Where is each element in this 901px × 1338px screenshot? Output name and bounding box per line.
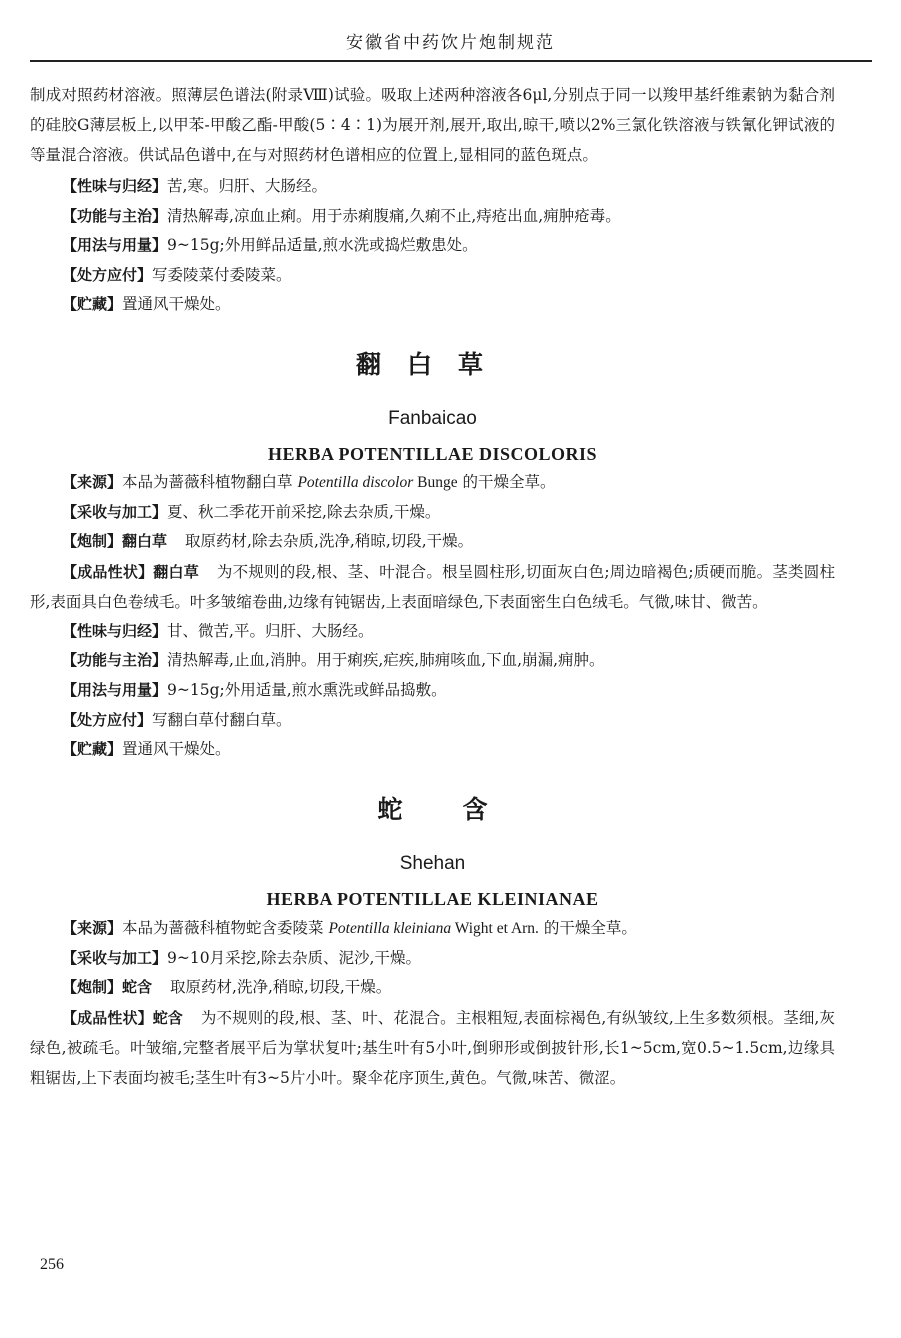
intro-item-dosage: 【用法与用量】9~15g;外用鲜品适量,煎水洗或捣烂敷患处。 xyxy=(62,236,478,255)
section-pinyin: Fanbaicao xyxy=(388,407,477,429)
section-latin-name: HERBA POTENTILLAE DISCOLORIS xyxy=(267,443,598,464)
header-rule xyxy=(30,60,872,62)
section-title: 蛇含 xyxy=(377,794,548,824)
intro-item-prescription: 【处方应付】写委陵菜付委陵菜。 xyxy=(62,265,292,284)
item-prescription: 【处方应付】写翻白草付翻白草。 xyxy=(62,710,292,729)
page-number: 256 xyxy=(40,1256,64,1273)
item-dosage: 【用法与用量】9~15g;外用适量,煎水熏洗或鲜品捣敷。 xyxy=(62,680,447,699)
item-function: 【功能与主治】清热解毒,止血,消肿。用于痢疾,疟疾,肺痈咳血,下血,崩漏,痈肿。 xyxy=(62,651,605,670)
section-shehan xyxy=(30,791,835,1093)
intro-item-nature: 【性味与归经】苦,寒。归肝、大肠经。 xyxy=(62,177,327,195)
item-description: 【成品性状】蛇含 为不规则的段,根、茎、叶、花混合。主根粗短,表面棕褐色,有纵皱纹,上生多数须根。茎细,灰绿色,被疏毛。叶皱缩,完整者展平后为掌状复叶;基生叶有5小叶,倒卵形或倒披针形,长1~5cm,宽0.5~1.5cm,边缘具粗锯齿,上下表面均被毛;茎生叶有3~5片小叶。聚伞花序顶生,黄色。气微,味苦、微涩。 xyxy=(30,1008,835,1087)
intro-items xyxy=(30,172,835,320)
section-pinyin: Shehan xyxy=(399,852,466,874)
intro-paragraph: 制成对照药材溶液。照薄层色谱法(附录Ⅷ)试验。吸取上述两种溶液各6μl,分别点于同一以羧甲基纤维素钠为黏合剂的硅胶G薄层板上,以甲苯-甲酸乙酯-甲酸(5∶4∶1)为展开剂,展开,取出,晾干,喷以2%三氯化铁溶液与铁氰化钾试液的等量混合溶液。供试品色谱中,在与对照药材色谱相应的位置上,显相同的蓝色斑点。 xyxy=(30,86,835,164)
item-description: 【成品性状】翻白草 为不规则的段,根、茎、叶混合。根呈圆柱形,切面灰白色;周边暗褐色;质硬而脆。茎类圆柱形,表面具白色卷绒毛。叶多皱缩卷曲,边缘有钝锯齿,上表面暗绿色,下表面密生白色绒毛。气微,味甘、微苦。 xyxy=(30,562,835,611)
section-fanbaicao xyxy=(30,346,835,765)
running-header: 安徽省中药饮片炮制规范 xyxy=(346,33,555,53)
section-latin-name: HERBA POTENTILLAE KLEINIANAE xyxy=(266,888,599,909)
item-source: 【来源】本品为蔷薇科植物翻白草 Potentilla discolor Bunge 的干燥全草。 xyxy=(62,472,556,491)
intro-item-function: 【功能与主治】清热解毒,凉血止痢。用于赤痢腹痛,久痢不止,痔疮出血,痈肿疮毒。 xyxy=(62,206,621,225)
section-title: 翻白草 xyxy=(355,349,509,379)
item-storage: 【贮藏】置通风干燥处。 xyxy=(62,740,231,759)
intro-item-storage: 【贮藏】置通风干燥处。 xyxy=(62,295,231,314)
item-harvest: 【采收与加工】9~10月采挖,除去杂质、泥沙,干燥。 xyxy=(62,948,421,967)
item-processing: 【炮制】蛇含 取原药材,洗净,稍晾,切段,干燥。 xyxy=(62,978,392,997)
item-source: 【来源】本品为蔷薇科植物蛇含委陵菜 Potentilla kleiniana Wight et Arn. 的干燥全草。 xyxy=(62,918,637,937)
item-nature: 【性味与归经】甘、微苦,平。归肝、大肠经。 xyxy=(62,621,374,640)
item-harvest: 【采收与加工】夏、秋二季花开前采挖,除去杂质,干燥。 xyxy=(62,502,441,521)
item-processing: 【炮制】翻白草 取原药材,除去杂质,洗净,稍晾,切段,干燥。 xyxy=(62,532,474,551)
page-body xyxy=(30,80,835,1093)
